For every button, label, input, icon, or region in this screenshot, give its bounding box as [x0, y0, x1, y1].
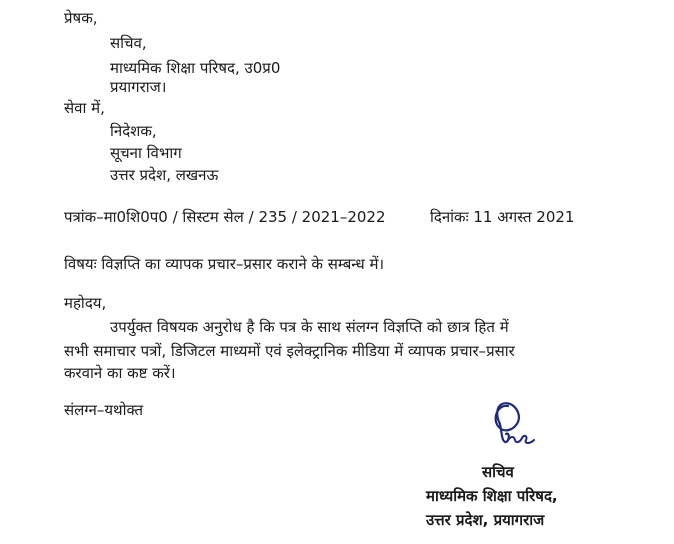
recipient-label: सेवा में, — [64, 99, 105, 117]
signatory-organization: माध्यमिक शिक्षा परिषद, — [426, 487, 558, 505]
signatory-place: उत्तर प्रदेश, प्रयागराज — [426, 511, 545, 529]
body-line-2: सभी समाचार पत्रों, डिजिटल माध्यमों एवं इलेक्ट्रानिक मीडिया में व्यापक प्रचार–प्रसार — [64, 342, 515, 360]
letter-date: दिनांकः 11 अगस्त 2021 — [430, 208, 575, 226]
recipient-designation: निदेशक, — [110, 122, 157, 140]
salutation: महोदय, — [64, 294, 107, 312]
sender-label: प्रेषक, — [64, 9, 98, 27]
handwritten-signature — [478, 396, 548, 454]
signatory-title: सचिव — [482, 463, 514, 481]
recipient-address: उत्तर प्रदेश, लखनऊ — [110, 166, 219, 184]
sender-organization: माध्यमिक शिक्षा परिषद, उ0प्र0 — [110, 59, 281, 77]
enclosure-note: संलग्न–यथोक्त — [64, 401, 144, 419]
body-line-1: उपर्युक्त विषयक अनुरोध है कि पत्र के साथ संलग्न विज्ञप्ति को छात्र हित में — [110, 318, 509, 336]
recipient-department: सूचना विभाग — [110, 144, 182, 162]
sender-city: प्रयागराज। — [110, 78, 167, 96]
sender-designation: सचिव, — [110, 34, 147, 52]
subject-line: विषयः विज्ञप्ति का व्यापक प्रचार–प्रसार कराने के सम्बन्ध में। — [64, 255, 385, 273]
body-line-3: करवाने का कष्ट करें। — [64, 364, 176, 382]
reference-number: पत्रांक–मा0शि0प0 / सिस्टम सेल / 235 / 2021–2022 — [64, 208, 386, 226]
